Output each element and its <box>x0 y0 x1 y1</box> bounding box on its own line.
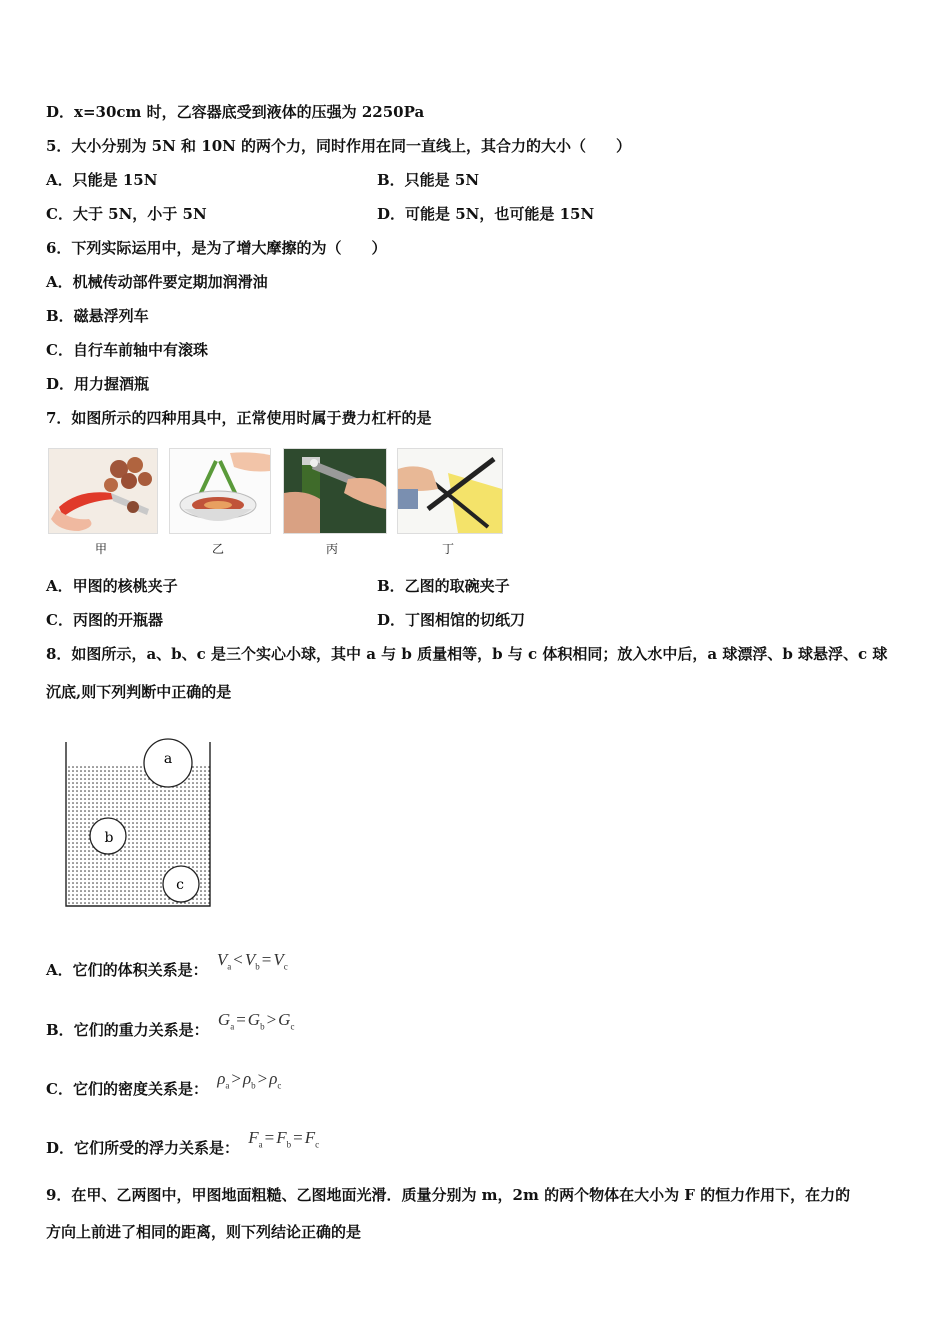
q8-formula-density: $\rho_a > \rho_b > \rho_c$ <box>217 1069 282 1091</box>
ball-a <box>144 739 192 787</box>
q7-caption-ding: 丁 <box>442 542 455 556</box>
q5-option-b: B．只能是 5N <box>377 171 480 189</box>
q7-caption-yi: 乙 <box>212 542 225 556</box>
q5-option-d: D．可能是 5N，也可能是 15N <box>377 205 595 223</box>
q8-formula-gravity: $G_a = G_b > G_c$ <box>217 1010 295 1032</box>
q7-option-a: A．甲图的核桃夹子 <box>46 577 178 595</box>
q8-option-d <box>46 1128 320 1164</box>
q8-option-b <box>46 1010 295 1046</box>
q8-stem-line2: 沉底,则下列判断中正确的是 <box>46 683 232 701</box>
q9-stem-line2: 方向上前进了相同的距离，则下列结论正确的是 <box>46 1223 362 1241</box>
svg-text:a: a <box>163 751 173 767</box>
q5-option-c: C．大于 5N，小于 5N <box>46 205 207 223</box>
q4-option-d: D．x=30cm 时，乙容器底受到液体的压强为 2250Pa <box>46 103 425 121</box>
q8-formula-volume: $V_a < V_b = V_c$ <box>216 950 288 972</box>
q8-option-d-text: D．它们所受的浮力关系是： <box>46 1139 240 1157</box>
ball-c <box>163 866 199 902</box>
q8-option-c-text: C．它们的密度关系是： <box>46 1080 208 1098</box>
q7-caption-bing: 丙 <box>326 542 339 556</box>
q8-beaker-diagram <box>60 738 220 910</box>
q8-option-a <box>46 950 288 986</box>
q9-stem-line1: 9．在甲、乙两图中，甲图地面粗糙、乙图地面光滑．质量分别为 m，2m 的两个物体在大小为 F 的恒力作用下，在力的 <box>46 1186 851 1204</box>
q5-stem: 5．大小分别为 5N 和 10N 的两个力，同时作用在同一直线上，其合力的大小（ ） <box>46 137 632 155</box>
q6-option-b: B．磁悬浮列车 <box>46 307 149 325</box>
q7-image-bottle-opener <box>283 448 387 534</box>
q6-option-d: D．用力握酒瓶 <box>46 375 150 393</box>
q5-option-a: A．只能是 15N <box>46 171 158 189</box>
q8-formula-buoyancy: $F_a = F_b = F_c$ <box>248 1128 320 1150</box>
q7-image-walnut-cracker <box>48 448 158 534</box>
q7-image-bowl-clip <box>169 448 271 534</box>
q7-caption-jia: 甲 <box>95 542 108 556</box>
ball-b <box>90 818 126 854</box>
q7-option-c: C．丙图的开瓶器 <box>46 611 163 629</box>
svg-text:b: b <box>104 830 114 846</box>
q8-option-a-text: A．它们的体积关系是： <box>46 961 208 979</box>
q7-option-b: B．乙图的取碗夹子 <box>377 577 510 595</box>
q7-stem: 7．如图所示的四种用具中，正常使用时属于费力杠杆的是 <box>46 409 432 427</box>
q8-stem-line1: 8．如图所示，a、b、c 是三个实心小球，其中 a 与 b 质量相等，b 与 c 体积相同；放入水中后，a 球漂浮、b 球悬浮、c 球 <box>46 645 888 663</box>
svg-text:c: c <box>176 877 184 893</box>
q7-option-d: D．丁图相馆的切纸刀 <box>377 611 526 629</box>
q6-option-a: A．机械传动部件要定期加润滑油 <box>46 273 268 291</box>
q6-stem: 6．下列实际运用中，是为了增大摩擦的为（ ） <box>46 239 387 257</box>
q8-option-c <box>46 1069 282 1105</box>
q8-option-b-text: B．它们的重力关系是： <box>46 1021 209 1039</box>
q7-image-paper-cutter <box>397 448 503 534</box>
q6-option-c: C．自行车前轴中有滚珠 <box>46 341 208 359</box>
